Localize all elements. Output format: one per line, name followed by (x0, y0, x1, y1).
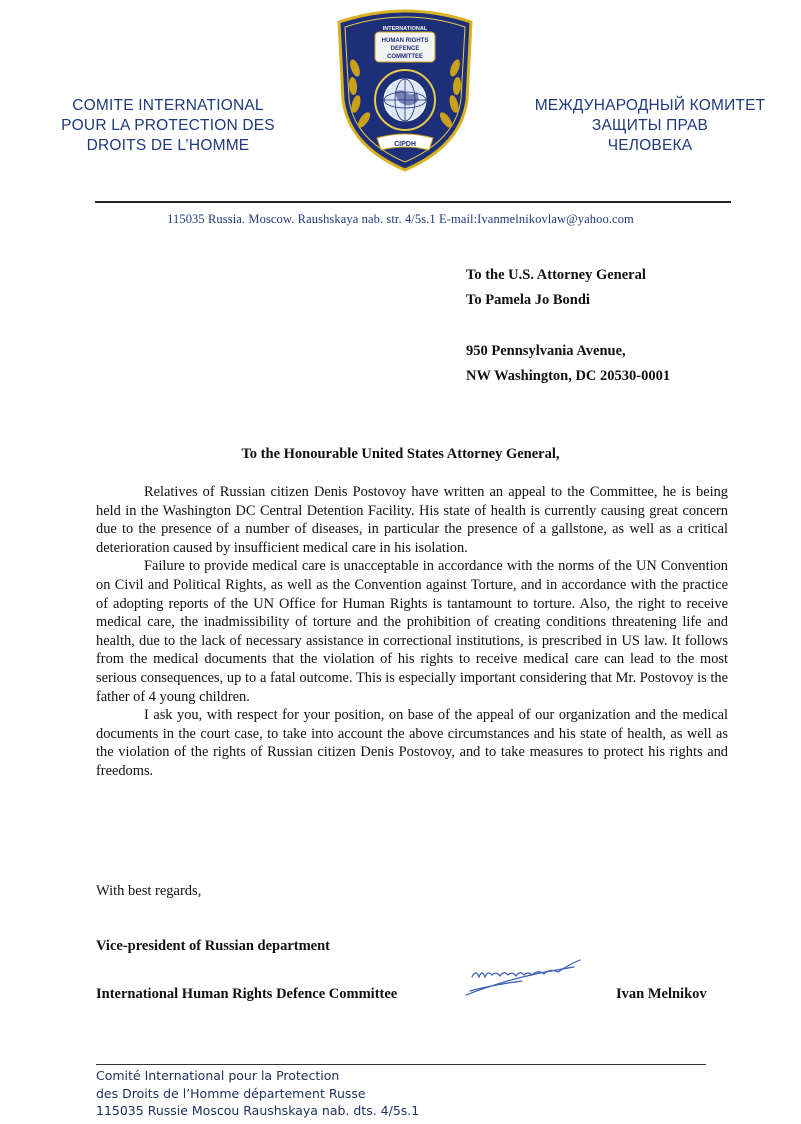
org-name-french-line: POUR LA PROTECTION DES (61, 117, 275, 134)
logo-text-international: INTERNATIONAL (382, 26, 428, 32)
org-name-russian-line: МЕЖДУНАРОДНЫЙ КОМИТЕТ (534, 97, 766, 114)
footer-line: des Droits de l’Homme département Russe (96, 1085, 366, 1101)
org-name-french (38, 96, 298, 156)
recipient-city: NW Washington, DC 20530-0001 (466, 368, 671, 384)
footer-divider (96, 1064, 706, 1065)
body-paragraph: Failure to provide medical care is unacceptable in accordance with the norms of the UN Convention on Civil and Political Rights, as well as the Convention against Torture, and in accordance with the practice of adopting reports of the UN Office for Human Rights is tantamount to torture. Also, the right to receive medical care, the inadmissibility of torture and the prohibition of creating conditions threatening life and health, due to the lack of necessary assistance in correctional institutions, is prescribed in US law. It follows from the medical documents that the violation of his rights to receive medical care can lead to the most serious consequences, up to a fatal outcome. This is especially important considering that Mr. Postovoy is the father of 4 young children. (96, 558, 728, 705)
recipient-street: 950 Pennsylvania Avenue, (466, 343, 626, 359)
recipient-title: To the U.S. Attorney General (466, 267, 646, 283)
org-name-french-line: DROITS DE L’HOMME (86, 137, 250, 154)
body-paragraph: I ask you, with respect for your position, on base of the appeal of our organization and the medical documents in the court case, to take into account the above circumstances and his state of health, as well as the violation of the rights of Russian citizen Denis Postovoy, and to take measures to protect his rights and freedoms. (96, 707, 728, 779)
logo-text-human-rights: HUMAN RIGHTS (381, 38, 429, 44)
signatory-organization: International Human Rights Defence Committee (96, 986, 398, 1002)
body-paragraph: Relatives of Russian citizen Denis Postovoy have written an appeal to the Committee, he is being held in the Washington DC Central Detention Facility. His state of health is currently causing great concern due to the presence of a number of diseases, in particular the presence of a gallstone, as well as a critical deterioration caused by insufficient medical care in his isolation. (96, 484, 728, 556)
header-divider (95, 201, 731, 203)
org-name-russian-line: ЗАЩИТЫ ПРАВ (591, 117, 709, 134)
org-name-french-line: COMITE INTERNATIONAL (72, 97, 264, 114)
committee-logo (331, 4, 479, 174)
signatory-title: Vice-president of Russian department (96, 938, 331, 954)
closing: With best regards, (96, 883, 202, 899)
footer (96, 1067, 419, 1120)
logo-text-committee: COMMITTEE (387, 54, 423, 60)
org-name-russian-line: ЧЕЛОВЕКА (607, 137, 693, 154)
recipient-name: To Pamela Jo Bondi (466, 292, 590, 308)
signatory-name: Ivan Melnikov (616, 986, 707, 1002)
org-name-russian (520, 96, 780, 156)
logo-ribbon-text: CIPDH (394, 141, 416, 148)
logo-text-defence: DEFENCE (390, 46, 420, 52)
handwritten-signature (462, 955, 586, 1001)
salutation: To the Honourable United States Attorney General, (241, 446, 560, 462)
letter-body (96, 483, 728, 781)
header-address: 115035 Russia. Moscow. Raushskaya nab. str. 4/5s.1 E-mail:Ivanmelnikovlaw@yahoo.com (167, 212, 634, 226)
footer-line: Comité International pour la Protection (96, 1068, 340, 1083)
footer-line: 115035 Russie Moscou Raushskaya nab. dts. 4/5s.1 (96, 1103, 420, 1118)
recipient-block (466, 263, 670, 389)
